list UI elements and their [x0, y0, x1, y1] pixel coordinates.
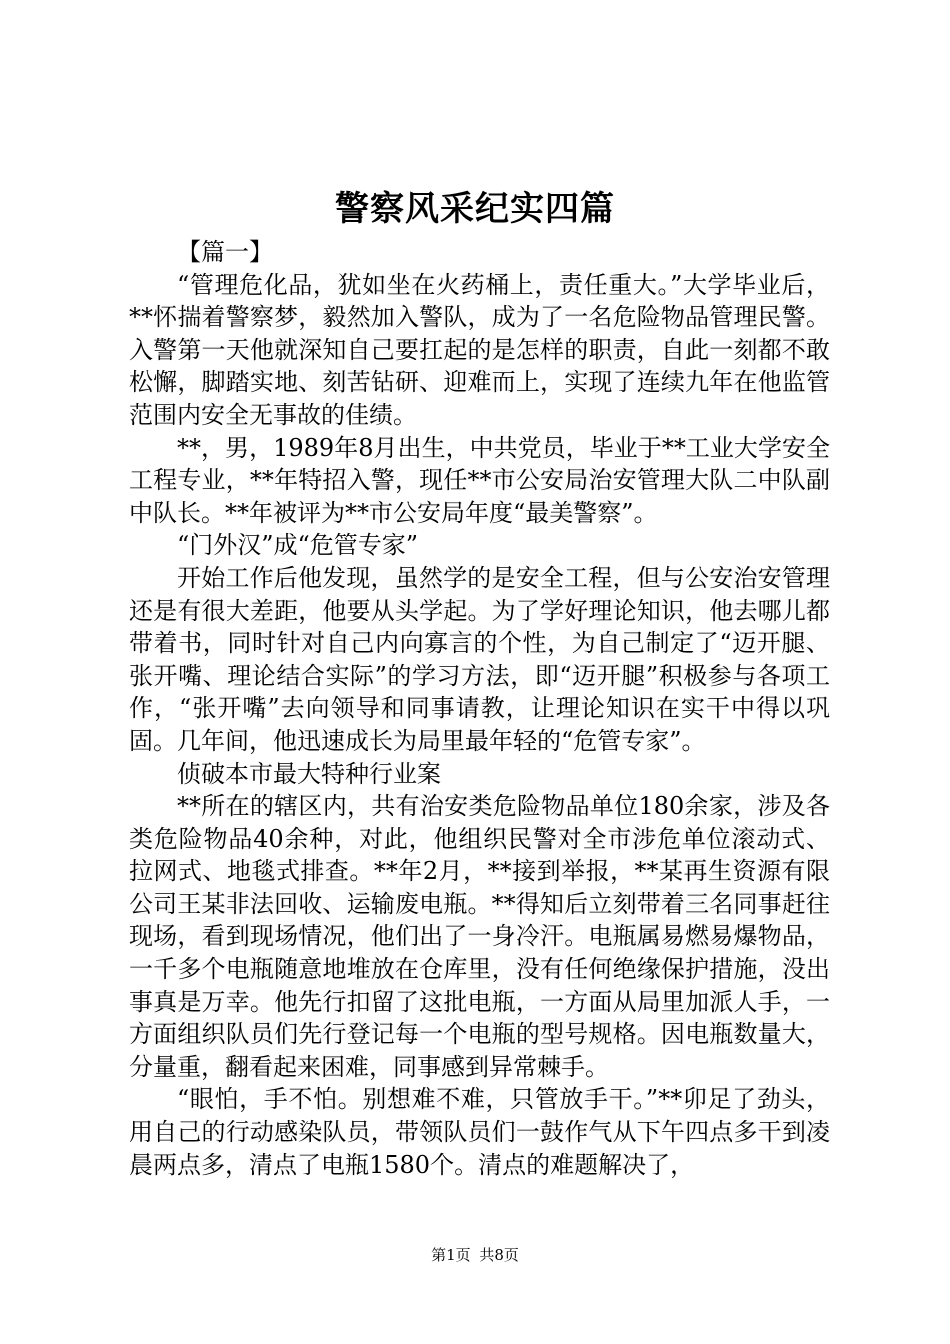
paragraph-profile: **，男，1989年8月出生，中共党员，毕业于**工业大学安全工程专业，**年特招入警，现任**市公安局治安管理大队二中队副中队长。**年被评为**市公安局年度“最美警察”。 [129, 433, 830, 527]
document-body [129, 236, 830, 1181]
section-marker: 【篇一】 [177, 238, 273, 266]
paragraph-learning: 开始工作后他发现，虽然学的是安全工程，但与公安治安管理还是有很大差距，他要从头学起。为了学好理论知识，他去哪儿都带着书，同时针对自己内向寡言的个性，为自己制定了“迈开腿、张开嘴、理论结合实际”的学习方法，即“迈开腿”积极参与各项工作，“张开嘴”去向领导和同事请教，让理论知识在实干中得以巩固。几年间，他迅速成长为局里最年轻的“危管专家”。 [129, 563, 830, 755]
subheading-case: 侦破本市最大特种行业案 [177, 759, 441, 788]
paragraph-case: **所在的辖区内，共有治安类危险物品单位180余家，涉及各类危险物品40余种，对此，他组织民警对全市涉危单位滚动式、拉网式、地毯式排查。**年2月，**接到举报，**某再生资源有限公司王某非法回收、运输废电瓶。**得知后立刻带着三名同事赶往现场，看到现场情况，他们出了一身冷汗。电瓶属易燃易爆物品，一千多个电瓶随意地堆放在仓库里，没有任何绝缘保护措施，没出事真是万幸。他先行扣留了这批电瓶，一方面从局里加派人手，一方面组织队员们先行登记每一个电瓶的型号规格。因电瓶数量大，分量重，翻看起来困难，同事感到异常棘手。 [129, 792, 830, 1081]
subheading-expert: “门外汉”成“危管专家” [177, 531, 419, 560]
document-title: 警察风采纪实四篇 [335, 189, 615, 229]
page-number: 第1页 [431, 1246, 471, 1264]
page-footer [0, 1245, 950, 1265]
page-total: 共8页 [479, 1246, 519, 1264]
paragraph-intro: “管理危化品，犹如坐在火药桶上，责任重大。”大学毕业后，**怀揣着警察梦，毅然加入警队，成为了一名危险物品管理民警。入警第一天他就深知自己要扛起的是怎样的职责，自此一刻都不敢松懈，脚踏实地、刻苦钻研、迎难而上，实现了连续九年在他监管范围内安全无事故的佳绩。 [129, 270, 830, 429]
paragraph-effort: “眼怕，手不怕。别想难不难，只管放手干。”**卯足了劲头，用自己的行动感染队员，带领队员们一鼓作气从下午四点多干到凌晨两点多，清点了电瓶1580个。清点的难题解决了， [129, 1085, 830, 1179]
